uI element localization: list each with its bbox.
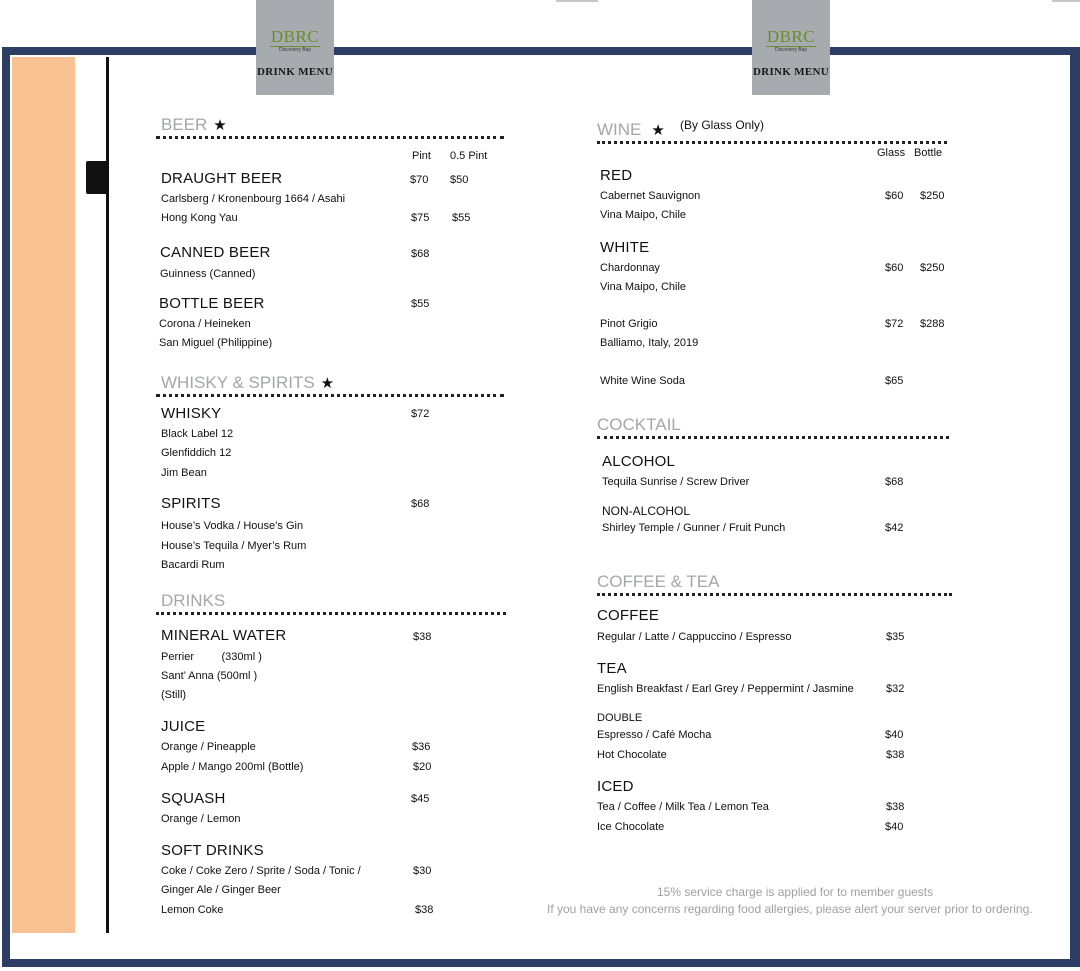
price: $55 [452, 212, 471, 224]
price: $72 [885, 318, 904, 330]
menu-item: Ginger Ale / Ginger Beer [161, 884, 281, 896]
price: $72 [411, 408, 430, 420]
price: $40 [885, 729, 904, 741]
menu-item: Orange / Lemon [161, 813, 241, 825]
menu-item: Vina Maipo, Chile [600, 281, 687, 293]
price: $32 [886, 683, 905, 695]
price: $68 [411, 498, 430, 510]
menu-item: Guinness (Canned) [160, 268, 256, 280]
menu-item: Coke / Coke Zero / Sprite / Soda / Tonic / [161, 865, 361, 877]
price: $75 [411, 212, 430, 224]
star-icon: ★ [651, 122, 665, 139]
price: $68 [411, 248, 430, 260]
category-non-alcohol: NON-ALCOHOL [602, 504, 691, 518]
dbrc-logo-subtitle: Discovery Bay [270, 46, 320, 53]
footer-service-charge: 15% service charge is applied for to member guests [657, 885, 934, 899]
price: $68 [885, 476, 904, 488]
menu-item: White Wine Soda [600, 375, 685, 387]
menu-item: Cabernet Sauvignon [600, 190, 701, 202]
dbrc-label-left [256, 0, 334, 95]
menu-item: Apple / Mango 200ml (Bottle) [161, 761, 304, 773]
category-canned-beer: CANNED BEER [160, 244, 271, 261]
category-double: DOUBLE [597, 712, 643, 724]
price: $70 [410, 174, 429, 186]
wine-note: (By Glass Only) [680, 118, 765, 132]
price: $60 [885, 262, 904, 274]
menu-item: English Breakfast / Earl Grey / Peppermint / Jasmine [597, 683, 854, 695]
menu-item: Vina Maipo, Chile [600, 209, 687, 221]
dbrc-logo: DBRC [766, 27, 816, 46]
section-divider [597, 436, 949, 439]
col-header-pint: Pint [412, 150, 431, 162]
price: $30 [413, 865, 432, 877]
price: $50 [450, 174, 469, 186]
price: $55 [411, 298, 430, 310]
price: $42 [885, 522, 904, 534]
section-divider [156, 136, 504, 139]
dbrc-logo-subtitle: Discovery Bay [766, 46, 816, 53]
price: $38 [886, 749, 905, 761]
menu-item: Tea / Coffee / Milk Tea / Lemon Tea [597, 801, 769, 813]
col-header-bottle: Bottle [914, 147, 943, 159]
menu-item: Corona / Heineken [159, 318, 251, 330]
price: $60 [885, 190, 904, 202]
section-drinks-title: DRINKS [161, 591, 226, 610]
category-spirits: SPIRITS [161, 495, 221, 512]
menu-item: House’s Vodka / House’s Gin [161, 520, 304, 532]
col-header-half-pint: 0.5 Pint [450, 150, 488, 162]
section-divider [156, 394, 504, 397]
col-header-glass: Glass [877, 147, 906, 159]
menu-item: Hot Chocolate [597, 749, 667, 761]
category-iced: ICED [597, 778, 634, 795]
price: $288 [920, 318, 945, 330]
menu-item: Tequila Sunrise / Screw Driver [602, 476, 750, 488]
category-tea: TEA [597, 660, 627, 677]
menu-item: Glenfiddich 12 [161, 447, 232, 459]
price: $35 [886, 631, 905, 643]
section-divider [597, 593, 952, 596]
category-mineral-water: MINERAL WATER [161, 627, 287, 644]
menu-item: Bacardi Rum [161, 559, 225, 571]
category-bottle-beer: BOTTLE BEER [159, 295, 265, 312]
peach-band [12, 57, 75, 933]
section-divider [597, 141, 947, 144]
binder-tab [86, 161, 108, 194]
drink-menu-label: DRINK MENU [256, 66, 334, 78]
category-juice: JUICE [161, 718, 206, 735]
top-edge-mark [1052, 0, 1080, 2]
menu-item: Carlsberg / Kronenbourg 1664 / Asahi [161, 193, 346, 205]
section-coffee-tea-title: COFFEE & TEA [597, 572, 720, 591]
menu-item: Perrier (330ml ) [161, 651, 262, 663]
price: $250 [920, 190, 945, 202]
price: $36 [412, 741, 431, 753]
menu-item: Pinot Grigio [600, 318, 658, 330]
price: $38 [413, 631, 432, 643]
price: $38 [415, 904, 434, 916]
category-white: WHITE [600, 239, 650, 256]
menu-item: Orange / Pineapple [161, 741, 256, 753]
menu-item: Balliamo, Italy, 2019 [600, 337, 699, 349]
star-icon: ★ [320, 375, 335, 392]
drink-menu-label: DRINK MENU [752, 66, 830, 78]
price: $65 [885, 375, 904, 387]
menu-item: House’s Tequila / Myer’s Rum [161, 540, 307, 552]
section-wine-title: WINE ★ [597, 120, 665, 139]
top-edge-mark [556, 0, 598, 2]
section-cocktail-title: COCKTAIL [597, 415, 681, 434]
category-whisky: WHISKY [161, 405, 222, 422]
menu-item: Hong Kong Yau [161, 212, 238, 224]
price: $250 [920, 262, 945, 274]
menu-item: Shirley Temple / Gunner / Fruit Punch [602, 522, 786, 534]
menu-item: Regular / Latte / Cappuccino / Espresso [597, 631, 792, 643]
menu-item: Chardonnay [600, 262, 660, 274]
category-red: RED [600, 167, 633, 184]
category-coffee: COFFEE [597, 607, 660, 624]
section-divider [156, 612, 506, 615]
price: $40 [885, 821, 904, 833]
price: $38 [886, 801, 905, 813]
section-whisky-spirits-title: WHISKY & SPIRITS ★ [161, 373, 335, 392]
price: $20 [413, 761, 432, 773]
menu-item: Black Label 12 [161, 428, 234, 440]
category-alcohol: ALCOHOL [602, 453, 676, 470]
menu-item: Ice Chocolate [597, 821, 665, 833]
menu-item: San Miguel (Philippine) [159, 337, 273, 349]
dbrc-logo: DBRC [270, 27, 320, 46]
menu-item: Espresso / Café Mocha [597, 729, 712, 741]
category-squash: SQUASH [161, 790, 226, 807]
price: $45 [411, 793, 430, 805]
dbrc-label-right [752, 0, 830, 95]
star-icon: ★ [213, 117, 227, 134]
category-draught-beer: DRAUGHT BEER [161, 170, 283, 187]
category-soft-drinks: SOFT DRINKS [161, 842, 264, 859]
footer-allergy-note: If you have any concerns regarding food allergies, please alert your server prior to ordering. [547, 902, 1033, 916]
menu-item: Sant’ Anna (500ml ) [161, 670, 258, 682]
section-beer-title: BEER ★ [161, 115, 227, 134]
menu-item: (Still) [161, 689, 187, 701]
menu-item: Jim Bean [161, 467, 207, 479]
menu-item: Lemon Coke [161, 904, 224, 916]
